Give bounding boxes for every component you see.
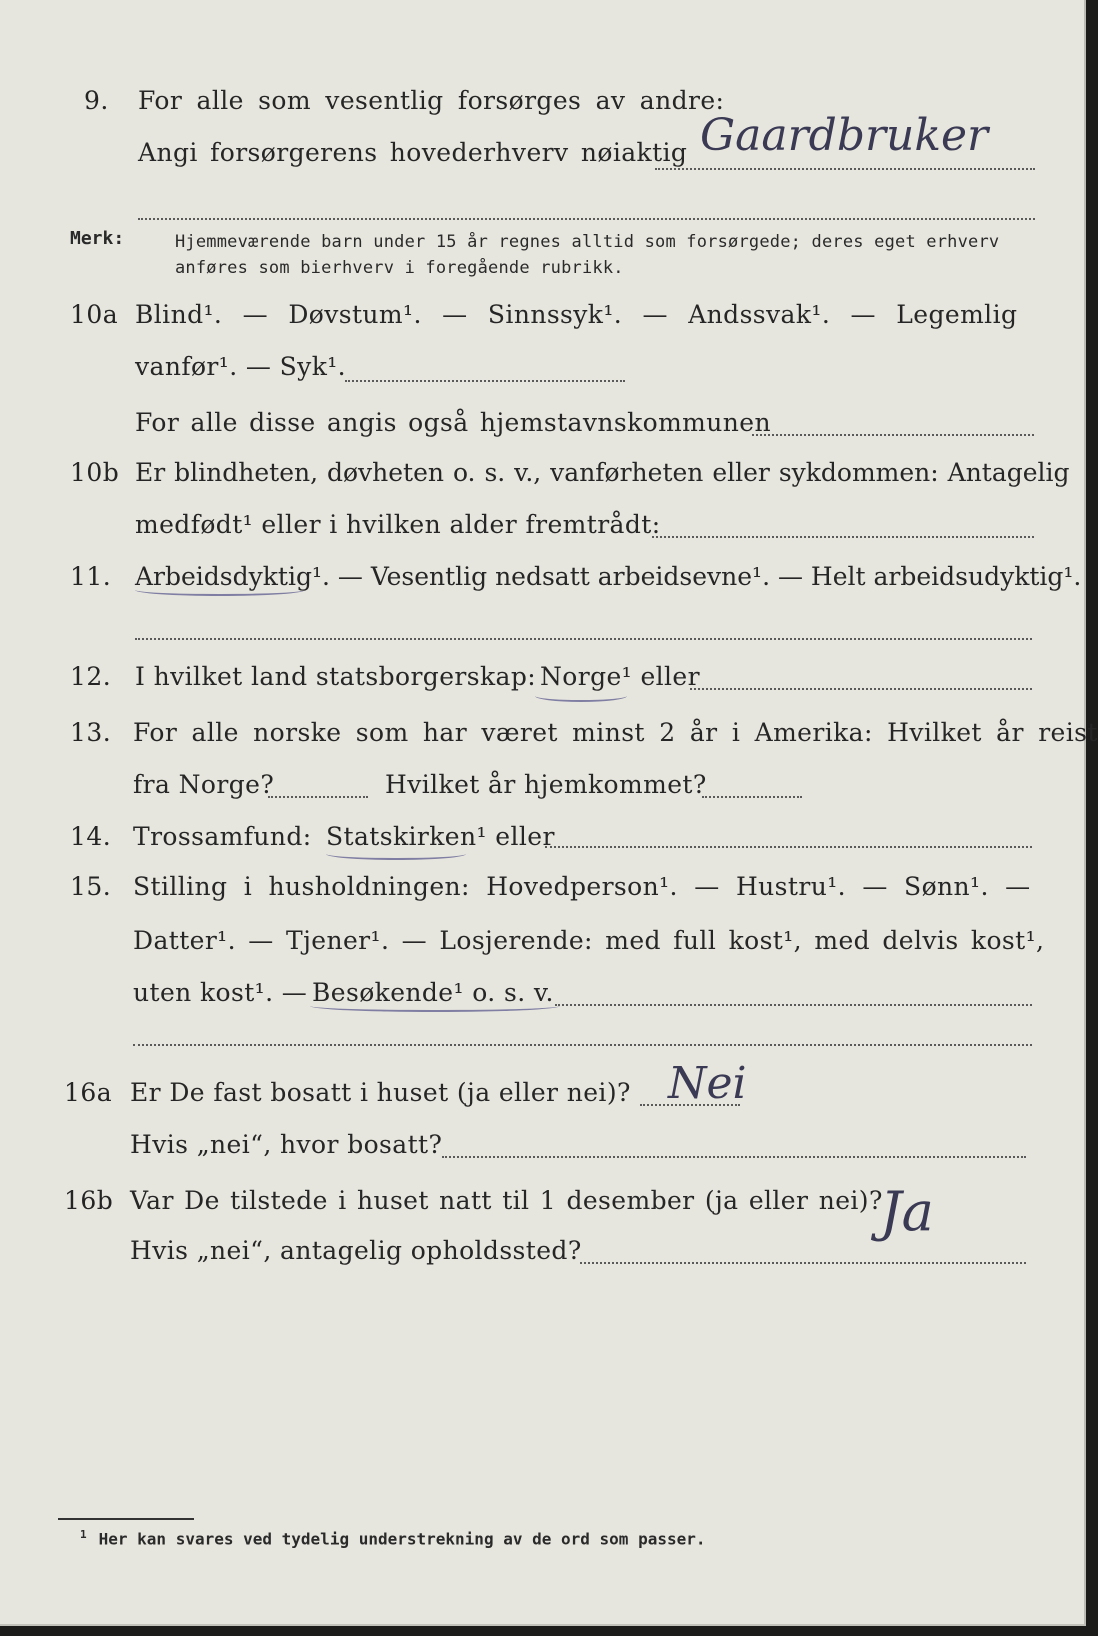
q14-underline-mark [326,848,466,860]
q9-line2: Angi forsørgerens hovederhverv nøiaktig [138,138,688,167]
footnote-text: Her kan svares ved tydelig understrekning av de ord som passer. [98,1529,706,1549]
q16a-line2-blank [442,1156,1026,1158]
q10a-line1: Blind¹. — Døvstum¹. — Sinnssyk¹. — Andssvak¹. — Legemlig [135,300,1018,329]
q10a-line3-blank [752,434,1034,436]
q15-line3b: Besøkende¹ o. s. v. [312,978,554,1007]
q16a-line2: Hvis „nei“, hvor bosatt? [130,1130,443,1159]
q11-underline-mark [135,584,305,596]
merk-line2: anføres som bierhverv i foregående rubrikk. [175,258,624,278]
q10b-blank [652,536,1034,538]
q9-line1: For alle som vesentlig forsørges av andre: [138,86,725,115]
q12-norge: Norge¹ eller [540,662,700,691]
q16a-handwritten-answer: Nei [668,1058,747,1109]
q15-extra-line [133,1044,1032,1046]
q10b-line1: Er blindheten, døvheten o. s. v., vanførheten eller sykdommen: Antagelig [135,458,1070,487]
q13-number: 13. [70,718,112,747]
footnote-mark: 1 [80,1528,87,1541]
merk-label: Merk: [70,228,125,249]
q9-answer-line [655,168,1035,170]
q13-line2a-blank [268,796,368,798]
q9-number: 9. [84,86,109,115]
q15-line1: Stilling i husholdningen: Hovedperson¹. — Hustru¹. — Sønn¹. — [133,872,1031,901]
q14-number: 14. [70,822,112,851]
footnote [80,1528,706,1548]
q11-blank [135,638,1032,640]
q12-line1: I hvilket land statsborgerskap: [135,662,537,691]
q13-line2a: fra Norge? [133,770,275,799]
q10a-line2: vanfør¹. — Syk¹. [135,352,347,381]
q11-number: 11. [70,562,112,591]
q10a-line2-blank [345,380,625,382]
q16b-handwritten-answer: Ja [880,1180,934,1243]
q16b-line2-blank [580,1262,1026,1264]
q12-number: 12. [70,662,112,691]
q14-line1b: Statskirken¹ eller [326,822,555,851]
q10b-number: 10b [70,458,120,487]
q16b-line2: Hvis „nei“, antagelig opholdssted? [130,1236,582,1265]
q11-line1: Arbeidsdyktig¹. — Vesentlig nedsatt arbeidsevne¹. — Helt arbeidsudyktig¹. [135,562,1082,591]
q13-line2b: Hvilket år hjemkommet? [385,770,707,799]
q15-line3a: uten kost¹. — [133,978,308,1007]
q13-line2b-blank [702,796,802,798]
q14-blank [545,846,1032,848]
q12-underline-mark [535,690,627,702]
q16a-number: 16a [64,1078,113,1107]
q14-line1a: Trossamfund: [133,822,312,851]
q16a-line1: Er De fast bosatt i huset (ja eller nei)? [130,1078,631,1107]
q9-handwritten-answer: Gaardbruker [700,110,989,161]
q15-line3-blank [555,1004,1032,1006]
q16b-line1: Var De tilstede i huset natt til 1 desember (ja eller nei)? [130,1186,883,1215]
q15-underline-mark [310,1000,560,1012]
q15-number: 15. [70,872,112,901]
q15-line2: Datter¹. — Tjener¹. — Losjerende: med full kost¹, med delvis kost¹, [133,926,1045,955]
q10b-line2: medfødt¹ eller i hvilken alder fremtrådt: [135,510,661,539]
footnote-rule [58,1518,194,1520]
q13-line1: For alle norske som har været minst 2 år i Amerika: Hvilket år reist [133,718,1098,747]
q12-blank [690,688,1032,690]
q10a-number: 10a [70,300,119,329]
q9-extra-line [138,218,1035,220]
merk-line1: Hjemmeværende barn under 15 år regnes alltid som forsørgede; deres eget erhverv [175,232,1000,252]
q10a-line3: For alle disse angis også hjemstavnskommunen [135,408,771,437]
q16b-number: 16b [64,1186,114,1215]
